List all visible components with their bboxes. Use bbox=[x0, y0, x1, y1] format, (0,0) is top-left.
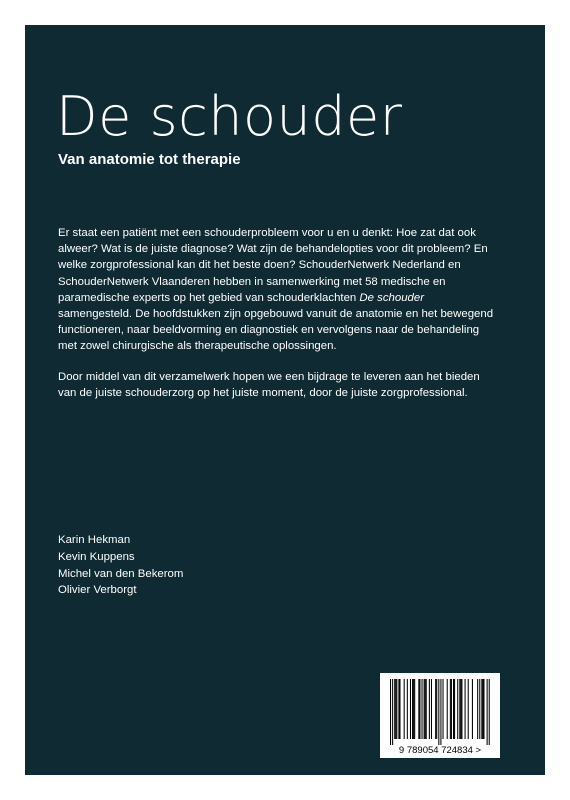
blurb-title-italic: De schouder bbox=[359, 291, 425, 304]
barcode-bar bbox=[413, 679, 414, 739]
barcode-bar bbox=[482, 679, 483, 739]
author-name: Karin Hekman bbox=[58, 534, 131, 546]
barcode-bar bbox=[410, 679, 411, 739]
book-back-cover bbox=[25, 25, 545, 775]
barcode-bar bbox=[424, 679, 425, 739]
barcode-bar bbox=[404, 679, 405, 739]
blurb-text: samengesteld. De hoofdstukken zijn opgebouwd vanuit de anatomie en het bewegend functioneren, naar beeldvorming en diagnostiek en vervolgens naar de behandeling met zowel chirurgische als therapeutische oplossingen. bbox=[58, 308, 494, 353]
barcode-bar bbox=[459, 679, 460, 739]
barcode-bar bbox=[407, 679, 408, 739]
barcode-bar bbox=[451, 679, 452, 739]
barcode-bar bbox=[399, 679, 400, 739]
barcode-bar bbox=[395, 679, 396, 739]
barcode-bar bbox=[440, 679, 441, 745]
barcode-bar bbox=[479, 679, 480, 739]
barcode-bar bbox=[435, 679, 436, 739]
barcode-bar bbox=[443, 679, 444, 739]
barcode-bar bbox=[472, 679, 473, 739]
author-list bbox=[58, 532, 183, 599]
isbn-barcode bbox=[380, 673, 500, 758]
blurb bbox=[58, 225, 498, 415]
barcode-bar bbox=[483, 679, 484, 739]
barcode-bar bbox=[390, 679, 391, 745]
barcode-bar bbox=[489, 679, 490, 745]
barcode-bar bbox=[477, 679, 478, 739]
barcode-bar bbox=[438, 679, 439, 745]
barcode-bar bbox=[398, 679, 399, 739]
book-title: De schouder bbox=[56, 85, 403, 148]
barcode-bar bbox=[429, 679, 430, 739]
blurb-text: Er staat een patiënt met een schouderprobleem voor u en u denkt: Hoe zat dat ook alweer? Wat is de juiste diagnose? Wat zijn de behandelopties voor dit probleem? En welke zorgprofessional kan dit het beste doen? SchouderNetwerk Nederland en SchouderNetwerk Vlaanderen hebben in samenwerking met 58 medische en paramedische experts op het gebied van schouderklachten bbox=[58, 227, 488, 304]
barcode-bar bbox=[457, 679, 458, 739]
blurb-paragraph-1 bbox=[58, 225, 498, 355]
barcode-bar bbox=[414, 679, 415, 739]
barcode-bar bbox=[394, 679, 395, 739]
barcode-bar bbox=[454, 679, 455, 739]
barcode-bar bbox=[436, 679, 437, 739]
barcode-bar bbox=[481, 679, 482, 739]
barcode-bar bbox=[465, 679, 466, 739]
barcode-bar bbox=[426, 679, 427, 739]
barcode-bar bbox=[418, 679, 419, 739]
barcode-bar bbox=[447, 679, 448, 739]
barcode-bar bbox=[468, 679, 469, 739]
author-name: Michel van den Bekerom bbox=[58, 567, 184, 580]
barcode-bar bbox=[396, 679, 397, 739]
barcode-bar bbox=[453, 679, 454, 739]
author-name: Kevin Kuppens bbox=[58, 550, 135, 563]
barcode-bar bbox=[425, 679, 426, 739]
isbn-number: 9 789054 724834 > bbox=[398, 745, 482, 756]
barcode-bar bbox=[422, 679, 423, 739]
barcode-bar bbox=[487, 679, 488, 745]
barcode-bar bbox=[431, 679, 432, 739]
barcode-bar bbox=[412, 679, 413, 739]
barcode-graphic bbox=[380, 673, 500, 758]
blurb-paragraph-2: Door middel van dit verzamelwerk hopen we een bijdrage te leveren aan het bieden van de juiste schouderzorg op het juiste moment, door de juiste zorgprofessional. bbox=[58, 370, 480, 399]
barcode-bar bbox=[460, 679, 461, 739]
barcode-bar bbox=[392, 679, 393, 745]
author-name: Olivier Verborgt bbox=[58, 584, 137, 597]
barcode-bar bbox=[419, 679, 420, 739]
book-subtitle: Van anatomie tot therapie bbox=[58, 151, 241, 168]
barcode-bar bbox=[450, 679, 451, 739]
barcode-bar bbox=[461, 679, 462, 739]
